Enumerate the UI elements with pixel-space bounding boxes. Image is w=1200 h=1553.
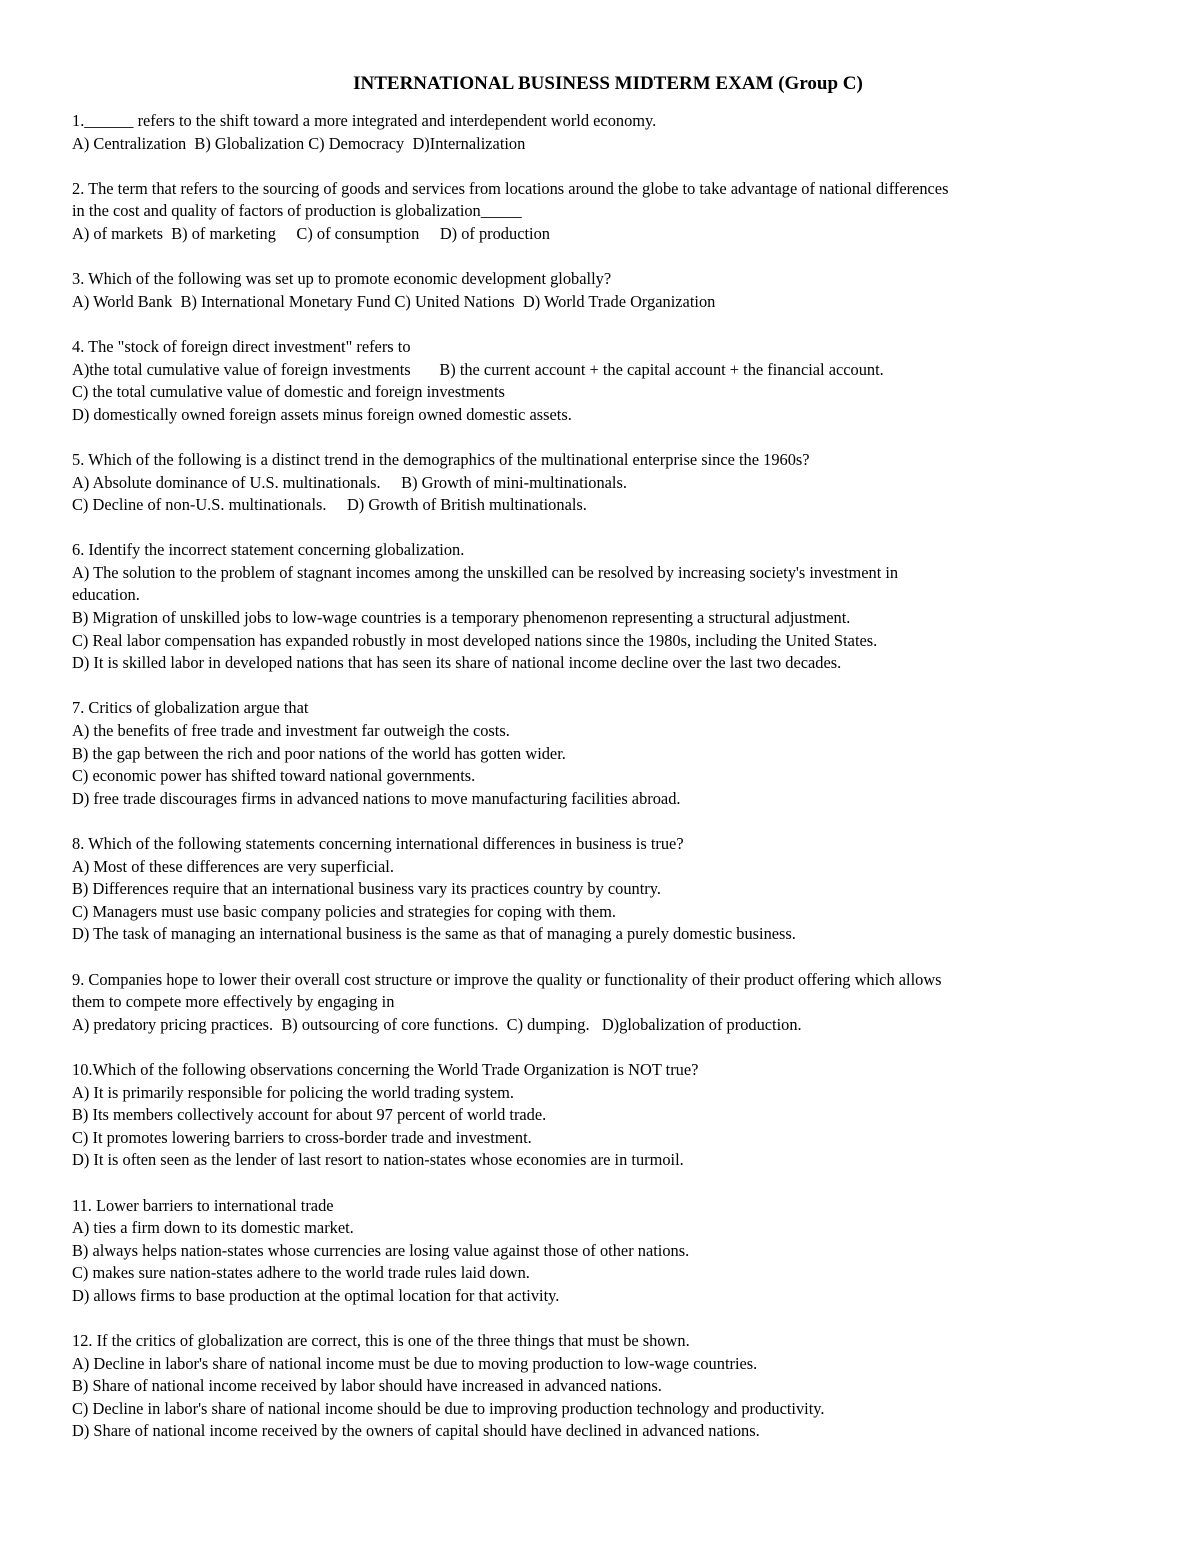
answer-line: A) of markets B) of marketing C) of consumption D) of production <box>72 223 550 243</box>
answer-line: B) Migration of unskilled jobs to low-wage countries is a temporary phenomenon representing a structural adjustment. <box>72 608 851 628</box>
answer-line: C) Decline of non-U.S. multinationals. D) Growth of British multinationals. <box>72 495 587 515</box>
answer-line: them to compete more effectively by engaging in <box>72 992 395 1012</box>
answer-line: C) Real labor compensation has expanded robustly in most developed nations since the 1980s, including the United States. <box>72 630 878 650</box>
exam-page <box>72 72 1132 1466</box>
question-2 <box>72 178 1132 246</box>
question-11 <box>72 1195 1132 1308</box>
answer-line: C) makes sure nation-states adhere to the world trade rules laid down. <box>72 1263 530 1283</box>
question-10 <box>72 1059 1132 1172</box>
question-text: 1.______ refers to the shift toward a more integrated and interdependent world economy. <box>72 111 657 130</box>
question-text: 7. Critics of globalization argue that <box>72 698 309 718</box>
answer-line: A) ties a firm down to its domestic market. <box>72 1218 354 1238</box>
question-text: 4. The "stock of foreign direct investment" refers to <box>72 336 411 356</box>
answer-line: C) Managers must use basic company policies and strategies for coping with them. <box>72 901 616 921</box>
answer-line: C) Decline in labor's share of national income should be due to improving production technology and productivity. <box>72 1398 825 1418</box>
answer-line: D) allows firms to base production at the optimal location for that activity. <box>72 1285 560 1305</box>
question-5 <box>72 449 1132 517</box>
question-text: 6. Identify the incorrect statement concerning globalization. <box>72 540 465 560</box>
question-list <box>72 110 1132 1443</box>
answer-line: B) Differences require that an international business vary its practices country by country. <box>72 879 661 899</box>
question-4 <box>72 336 1132 426</box>
answer-line: A) the benefits of free trade and investment far outweigh the costs. <box>72 721 510 741</box>
answer-line: A) Decline in labor's share of national income must be due to moving production to low-wage countries. <box>72 1353 758 1373</box>
question-text: 11. Lower barriers to international trade <box>72 1195 334 1215</box>
question-text: 9. Companies hope to lower their overall cost structure or improve the quality or functionality of their product offering which allows <box>72 969 942 989</box>
answer-line: D) It is skilled labor in developed nations that has seen its share of national income decline over the last two decades. <box>72 653 842 673</box>
answer-line: C) economic power has shifted toward national governments. <box>72 766 476 786</box>
answer-line: A) Centralization B) Globalization C) Democracy D)Internalization <box>72 133 526 153</box>
question-3 <box>72 268 1132 313</box>
answer-line: education. <box>72 585 140 605</box>
question-text: 8. Which of the following statements concerning international differences in business is true? <box>72 834 684 853</box>
answer-line: C) It promotes lowering barriers to cross-border trade and investment. <box>72 1127 532 1147</box>
answer-line: A)the total cumulative value of foreign investments B) the current account + the capital account + the financial account. <box>72 359 884 379</box>
answer-line: D) domestically owned foreign assets minus foreign owned domestic assets. <box>72 404 572 424</box>
question-6 <box>72 539 1132 675</box>
question-text: 3. Which of the following was set up to promote economic development globally? <box>72 269 612 289</box>
answer-line: D) free trade discourages firms in advanced nations to move manufacturing facilities abroad. <box>72 788 681 808</box>
answer-line: A) World Bank B) International Monetary Fund C) United Nations D) World Trade Organization <box>72 291 716 311</box>
answer-line: A) It is primarily responsible for policing the world trading system. <box>72 1082 515 1102</box>
answer-line: B) the gap between the rich and poor nations of the world has gotten wider. <box>72 743 566 763</box>
answer-line: D) The task of managing an international business is the same as that of managing a purely domestic business. <box>72 924 796 944</box>
question-text: 2. The term that refers to the sourcing of goods and services from locations around the globe to take advantage of national differences <box>72 178 949 198</box>
answer-line: A) Most of these differences are very superficial. <box>72 856 394 876</box>
answer-line: B) Share of national income received by labor should have increased in advanced nations. <box>72 1376 662 1396</box>
question-text: 12. If the critics of globalization are correct, this is one of the three things that must be shown. <box>72 1331 690 1351</box>
page-title: INTERNATIONAL BUSINESS MIDTERM EXAM (Group C) <box>353 73 863 94</box>
question-text: 5. Which of the following is a distinct trend in the demographics of the multinational enterprise since the 1960s? <box>72 449 810 469</box>
question-1 <box>72 110 1132 155</box>
answer-line: A) Absolute dominance of U.S. multinationals. B) Growth of mini-multinationals. <box>72 472 627 492</box>
answer-line: in the cost and quality of factors of production is globalization_____ <box>72 201 522 221</box>
answer-line: D) Share of national income received by the owners of capital should have declined in advanced nations. <box>72 1421 760 1441</box>
answer-line: A) The solution to the problem of stagnant incomes among the unskilled can be resolved by increasing society's investment in <box>72 562 899 582</box>
answer-line: C) the total cumulative value of domestic and foreign investments <box>72 382 505 402</box>
question-8 <box>72 833 1132 946</box>
answer-line: D) It is often seen as the lender of last resort to nation-states whose economies are in turmoil. <box>72 1150 684 1170</box>
answer-line: A) predatory pricing practices. B) outsourcing of core functions. C) dumping. D)globalization of production. <box>72 1014 802 1034</box>
question-9 <box>72 969 1132 1037</box>
question-12 <box>72 1330 1132 1443</box>
question-7 <box>72 697 1132 810</box>
question-text: 10.Which of the following observations concerning the World Trade Organization is NOT true? <box>72 1059 699 1079</box>
answer-line: B) always helps nation-states whose currencies are losing value against those of other nations. <box>72 1240 690 1260</box>
answer-line: B) Its members collectively account for about 97 percent of world trade. <box>72 1105 547 1125</box>
